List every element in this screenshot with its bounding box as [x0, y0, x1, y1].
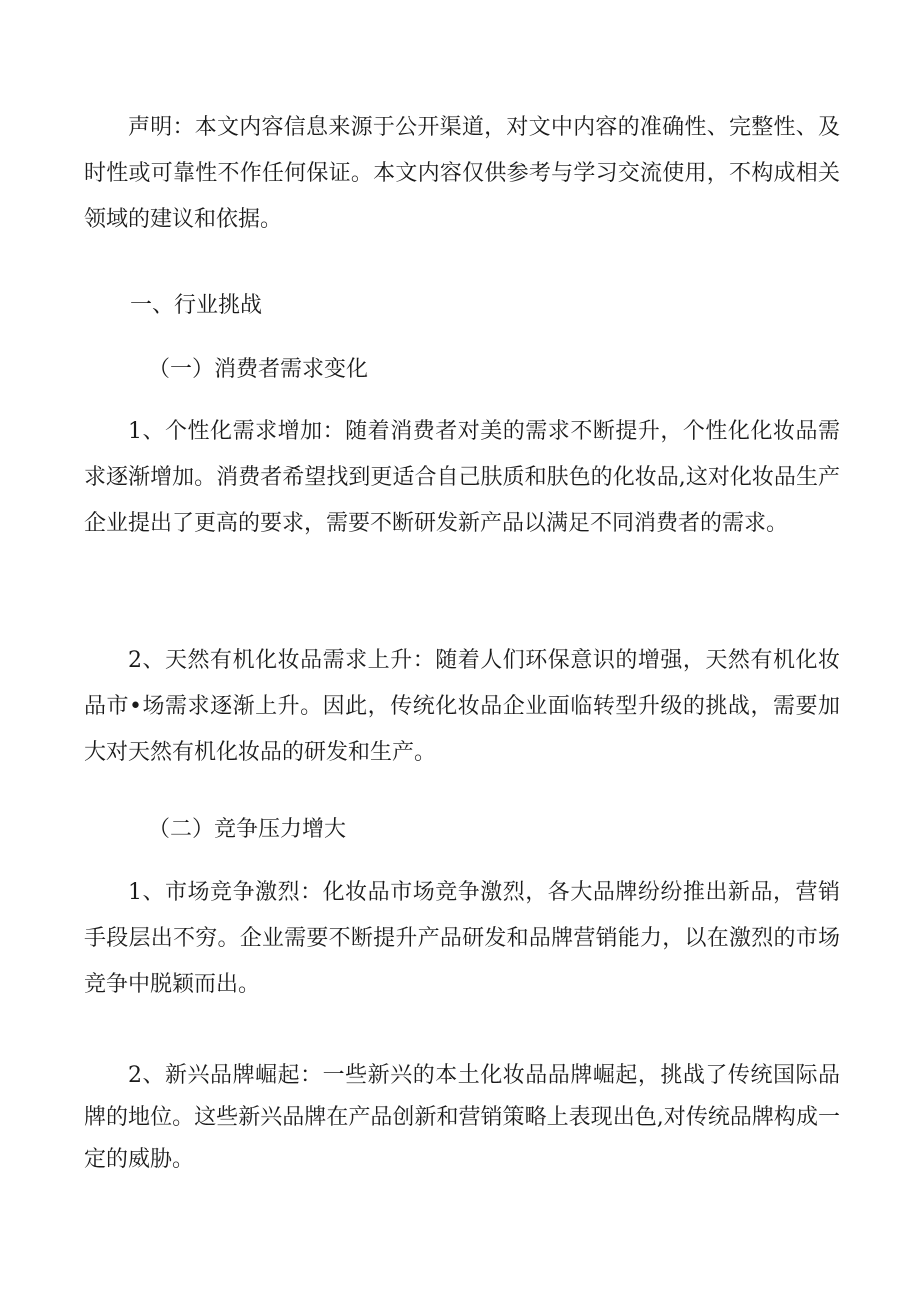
section-heading-industry-challenges: 一、行业挑战: [130, 293, 263, 318]
disclaimer-paragraph: 声明：本文内容信息来源于公开渠道，对文中内容的准确性、完整性、及时性或可靠性不作任何保证。本文内容仅供参考与学习交流使用，不构成相关领域的建议和依据。: [84, 115, 840, 232]
paragraph-emerging-brands: 2、新兴品牌崛起：一些新兴的本土化妆品品牌崛起，挑战了传统国际品牌的地位。这些新兴品牌在产品创新和营销策略上表现出色,对传统品牌构成一定的威胁。: [84, 1063, 840, 1172]
subsection-heading-consumer-demand: （一）消费者需求变化: [148, 357, 369, 382]
paragraph-market-competition: 1、市场竞争激烈：化妆品市场竞争激烈，各大品牌纷纷推出新品，营销手段层出不穷。企业需要不断提升产品研发和品牌营销能力，以在激烈的市场竞争中脱颖而出。: [84, 880, 840, 997]
paragraph-personalized-demand: 1、个性化需求增加：随着消费者对美的需求不断提升，个性化化妆品需求逐渐增加。消费者希望找到更适合自己肤质和肤色的化妆品,这对化妆品生产企业提出了更高的要求，需要不断研发新产品以满足不同消费者的需求。: [84, 419, 840, 536]
paragraph-natural-organic-demand: 2、天然有机化妆品需求上升：随着人们环保意识的增强，天然有机化妆品市•场需求逐渐上升。因此，传统化妆品企业面临转型升级的挑战，需要加大对天然有机化妆品的研发和生产。: [84, 648, 840, 765]
subsection-heading-competition-pressure: （二）竞争压力增大: [148, 817, 347, 842]
